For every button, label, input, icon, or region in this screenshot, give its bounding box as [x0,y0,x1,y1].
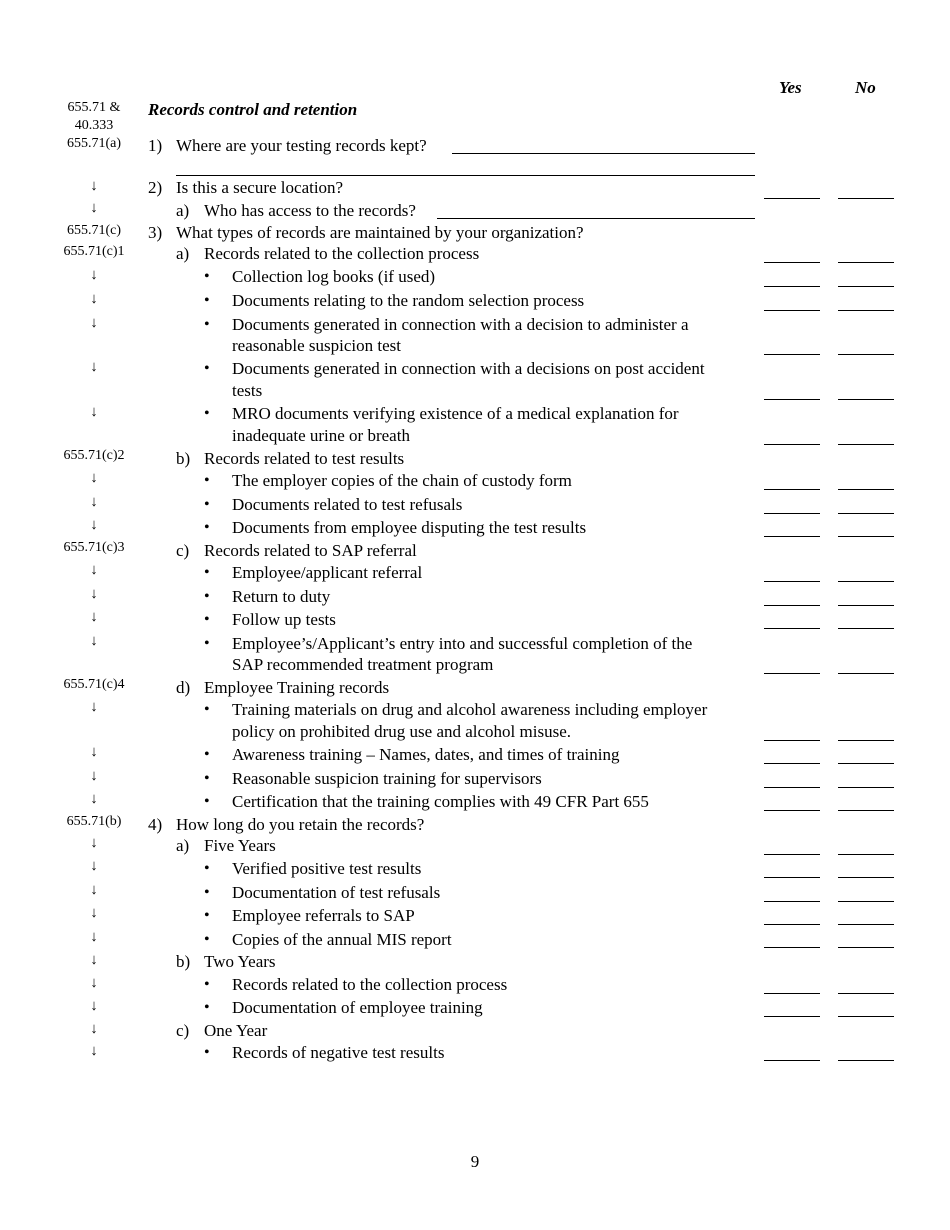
arrow-icon: ↓ [90,178,98,194]
sub-question-text: Records related to test results [204,449,405,468]
yes-answer-line[interactable] [764,354,820,355]
no-answer-line[interactable] [838,1060,894,1061]
list-item: Records of negative test results [232,1043,445,1062]
arrow-icon: ↓ [90,359,98,375]
list-item-continuation: inadequate urine or breath [232,426,410,445]
answer-line[interactable] [176,175,755,176]
yes-answer-line[interactable] [764,1060,820,1061]
reg-ref: 40.333 [74,118,114,133]
bullet-icon: • [204,746,210,763]
no-answer-line[interactable] [838,262,894,263]
sub-question-letter: a) [176,244,190,263]
yes-answer-line[interactable] [764,605,820,606]
reg-ref: 655.71(c)2 [63,448,125,463]
no-answer-line[interactable] [838,581,894,582]
bullet-icon: • [204,931,210,948]
bullet-icon: • [204,611,210,628]
no-answer-line[interactable] [838,1016,894,1017]
arrow-icon: ↓ [90,562,98,578]
question-number: 2) [148,178,163,197]
arrow-icon: ↓ [90,905,98,921]
bullet-icon: • [204,976,210,993]
arrow-icon: ↓ [90,291,98,307]
list-item: Documents generated in connection with a decisions on post accident [232,359,705,378]
yes-answer-line[interactable] [764,513,820,514]
arrow-icon: ↓ [90,835,98,851]
yes-answer-line[interactable] [764,877,820,878]
yes-answer-line[interactable] [764,444,820,445]
no-answer-line[interactable] [838,763,894,764]
yes-answer-line[interactable] [764,740,820,741]
no-answer-line[interactable] [838,536,894,537]
no-answer-line[interactable] [838,877,894,878]
no-answer-line[interactable] [838,740,894,741]
sub-question-text: One Year [204,1021,268,1040]
list-item: Certification that the training complies with 49 CFR Part 655 [232,792,649,811]
arrow-icon: ↓ [90,517,98,533]
sub-question-text: Records related to SAP referral [204,541,417,560]
arrow-icon: ↓ [90,975,98,991]
no-answer-line[interactable] [838,354,894,355]
list-item: Reasonable suspicion training for supervisors [232,769,542,788]
sub-question-letter: c) [176,1021,190,1040]
sub-question-text: Employee Training records [204,678,390,697]
arrow-icon: ↓ [90,470,98,486]
question-text: Is this a secure location? [176,178,344,197]
list-item: Training materials on drug and alcohol awareness including employer [232,700,708,719]
list-item: Records related to the collection process [232,975,508,994]
yes-answer-line[interactable] [764,581,820,582]
sub-question-letter: b) [176,449,191,468]
bullet-icon: • [204,564,210,581]
no-answer-line[interactable] [838,947,894,948]
bullet-icon: • [204,360,210,377]
bullet-icon: • [204,860,210,877]
list-item: Follow up tests [232,610,336,629]
bullet-icon: • [204,292,210,309]
no-answer-line[interactable] [838,286,894,287]
sub-question-text: Records related to the collection process [204,244,480,263]
question-text: What types of records are maintained by your organization? [176,223,584,242]
arrow-icon: ↓ [90,858,98,874]
list-item: Copies of the annual MIS report [232,930,452,949]
arrow-icon: ↓ [90,699,98,715]
list-item: Collection log books (if used) [232,267,436,286]
question-number: 4) [148,815,163,834]
no-answer-line[interactable] [838,993,894,994]
no-answer-line[interactable] [838,444,894,445]
arrow-icon: ↓ [90,882,98,898]
yes-answer-line[interactable] [764,262,820,263]
list-item: Return to duty [232,587,331,606]
question-text: How long do you retain the records? [176,815,425,834]
question-number: 1) [148,136,163,155]
arrow-icon: ↓ [90,315,98,331]
list-item: Documentation of test refusals [232,883,441,902]
no-answer-line[interactable] [838,810,894,811]
yes-answer-line[interactable] [764,924,820,925]
yes-answer-line[interactable] [764,198,820,199]
reg-ref: 655.71(a) [66,136,122,151]
reg-ref: 655.71(c)1 [63,244,125,259]
yes-answer-line[interactable] [764,787,820,788]
yes-answer-line[interactable] [764,810,820,811]
sub-question-letter: a) [176,201,190,220]
no-answer-line[interactable] [838,673,894,674]
sub-question-letter: b) [176,952,191,971]
bullet-icon: • [204,519,210,536]
yes-answer-line[interactable] [764,536,820,537]
answer-line[interactable] [437,218,755,219]
sub-question-letter: d) [176,678,191,697]
yes-answer-line[interactable] [764,673,820,674]
sub-question-text: Five Years [204,836,276,855]
list-item: The employer copies of the chain of custody form [232,471,572,490]
yes-answer-line[interactable] [764,286,820,287]
bullet-icon: • [204,793,210,810]
yes-answer-line[interactable] [764,489,820,490]
no-answer-line[interactable] [838,399,894,400]
list-item: Employee referrals to SAP [232,906,415,925]
no-answer-line[interactable] [838,901,894,902]
bullet-icon: • [204,588,210,605]
yes-answer-line[interactable] [764,399,820,400]
yes-answer-line[interactable] [764,310,820,311]
arrow-icon: ↓ [90,404,98,420]
reg-ref: 655.71(c)3 [63,540,125,555]
list-item: Documents related to test refusals [232,495,463,514]
reg-ref: 655.71(c)4 [63,677,125,692]
bullet-icon: • [204,884,210,901]
answer-line[interactable] [452,153,755,154]
list-item-continuation: SAP recommended treatment program [232,655,494,674]
bullet-icon: • [204,999,210,1016]
arrow-icon: ↓ [90,929,98,945]
list-item-continuation: tests [232,381,263,400]
arrow-icon: ↓ [90,609,98,625]
sub-question-letter: c) [176,541,190,560]
list-item: Documents relating to the random selection process [232,291,585,310]
arrow-icon: ↓ [90,998,98,1014]
arrow-icon: ↓ [90,952,98,968]
reg-ref: 655.71(b) [66,814,122,829]
arrow-icon: ↓ [90,791,98,807]
yes-answer-line[interactable] [764,628,820,629]
arrow-icon: ↓ [90,633,98,649]
list-item: MRO documents verifying existence of a medical explanation for [232,404,679,423]
yes-answer-line[interactable] [764,1016,820,1017]
list-item: Awareness training – Names, dates, and times of training [232,745,620,764]
sub-question-text: Two Years [204,952,276,971]
arrow-icon: ↓ [90,1021,98,1037]
arrow-icon: ↓ [90,494,98,510]
no-column-header: No [855,78,876,97]
bullet-icon: • [204,907,210,924]
no-answer-line[interactable] [838,605,894,606]
no-answer-line[interactable] [838,787,894,788]
bullet-icon: • [204,635,210,652]
no-answer-line[interactable] [838,628,894,629]
yes-answer-line[interactable] [764,993,820,994]
section-title: Records control and retention [148,100,358,119]
arrow-icon: ↓ [90,200,98,216]
no-answer-line[interactable] [838,310,894,311]
reg-ref: 655.71 & [67,100,121,115]
yes-answer-line[interactable] [764,763,820,764]
arrow-icon: ↓ [90,768,98,784]
arrow-icon: ↓ [90,267,98,283]
list-item: Documents generated in connection with a decision to administer a [232,315,689,334]
no-answer-line[interactable] [838,924,894,925]
no-answer-line[interactable] [838,198,894,199]
yes-column-header: Yes [779,78,802,97]
yes-answer-line[interactable] [764,901,820,902]
no-answer-line[interactable] [838,489,894,490]
page-number: 9 [470,1152,480,1171]
arrow-icon: ↓ [90,586,98,602]
bullet-icon: • [204,316,210,333]
list-item: Employee/applicant referral [232,563,423,582]
sub-question-letter: a) [176,836,190,855]
list-item-continuation: policy on prohibited drug use and alcohol misuse. [232,722,571,741]
list-item: Employee’s/Applicant’s entry into and successful completion of the [232,634,693,653]
arrow-icon: ↓ [90,1043,98,1059]
yes-answer-line[interactable] [764,947,820,948]
bullet-icon: • [204,1044,210,1061]
list-item: Verified positive test results [232,859,422,878]
bullet-icon: • [204,268,210,285]
question-text: Where are your testing records kept? [176,136,427,155]
arrow-icon: ↓ [90,744,98,760]
no-answer-line[interactable] [838,854,894,855]
bullet-icon: • [204,472,210,489]
reg-ref: 655.71(c) [66,223,122,238]
no-answer-line[interactable] [838,513,894,514]
list-item-continuation: reasonable suspicion test [232,336,402,355]
bullet-icon: • [204,496,210,513]
bullet-icon: • [204,701,210,718]
sub-question-text: Who has access to the records? [204,201,416,220]
bullet-icon: • [204,770,210,787]
question-number: 3) [148,223,163,242]
yes-answer-line[interactable] [764,854,820,855]
list-item: Documentation of employee training [232,998,483,1017]
bullet-icon: • [204,405,210,422]
list-item: Documents from employee disputing the test results [232,518,587,537]
